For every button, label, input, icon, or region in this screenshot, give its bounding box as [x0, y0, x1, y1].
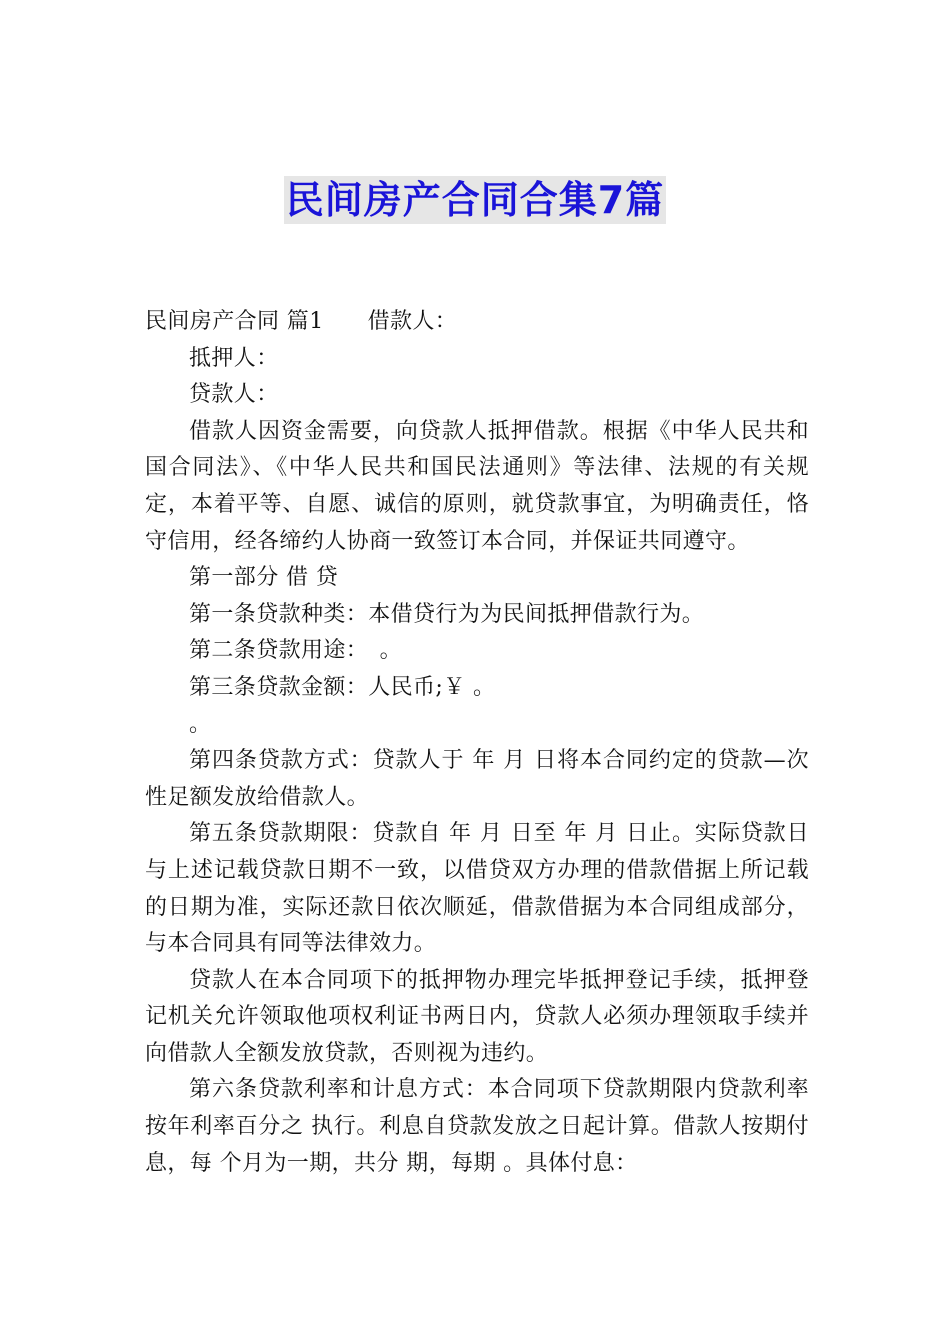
article-1-paragraph: 第一条贷款种类：本借贷行为为民间抵押借款行为。: [189, 601, 705, 627]
document-body: [145, 304, 809, 1182]
section-heading: [145, 304, 809, 341]
article-5-paragraph: 第五条贷款期限：贷款自 年 月 日至 年 月 日止。实际贷款日与上述记载贷款日期不一致，以借贷双方办理的借款借据上所记载的日期为准，实际还款日依次顺延，借款借据为本合同组成部分，与本合同具有同等法律效力。: [145, 821, 809, 957]
section-heading-title: 民间房产合同 篇1: [145, 309, 324, 334]
document-title: 民间房产合同合集7篇: [285, 178, 665, 222]
preamble-paragraph: 借款人因资金需要，向贷款人抵押借款。根据《中华人民共和国合同法》、《中华人民共和国民法通则》等法律、法规的有关规定，本着平等、自愿、诚信的原则，就贷款事宜，为明确责任，恪守信用，经各缔约人协商一致签订本合同，并保证共同遵守。: [145, 418, 809, 554]
title-container: [0, 176, 950, 224]
article-2-paragraph: 第二条贷款用途： 。: [189, 638, 403, 664]
article-6-paragraph: 第六条贷款利率和计息方式：本合同项下贷款期限内贷款利率按年利率百分之 执行。利息自贷款发放之日起计算。借款人按期付息，每 个月为一期，共分 期，每期 。具体付息：: [145, 1077, 809, 1176]
blank-period-paragraph: 。: [189, 711, 212, 737]
disbursement-paragraph: 贷款人在本合同项下的抵押物办理完毕抵押登记手续，抵押登记机关允许领取他项权利证书两日内，贷款人必须办理领取手续并向借款人全额发放贷款，否则视为违约。: [145, 967, 809, 1066]
article-4-paragraph: 第四条贷款方式：贷款人于 年 月 日将本合同约定的贷款—次性足额发放给借款人。: [145, 748, 809, 810]
lender-label: 贷款人：: [189, 382, 279, 408]
borrower-label: 借款人：: [367, 309, 458, 334]
article-3-paragraph: 第三条贷款金额：人民币;￥ 。: [189, 674, 496, 700]
mortgagor-label: 抵押人：: [189, 345, 279, 371]
part-one-heading: 第一部分 借 贷: [189, 565, 339, 591]
